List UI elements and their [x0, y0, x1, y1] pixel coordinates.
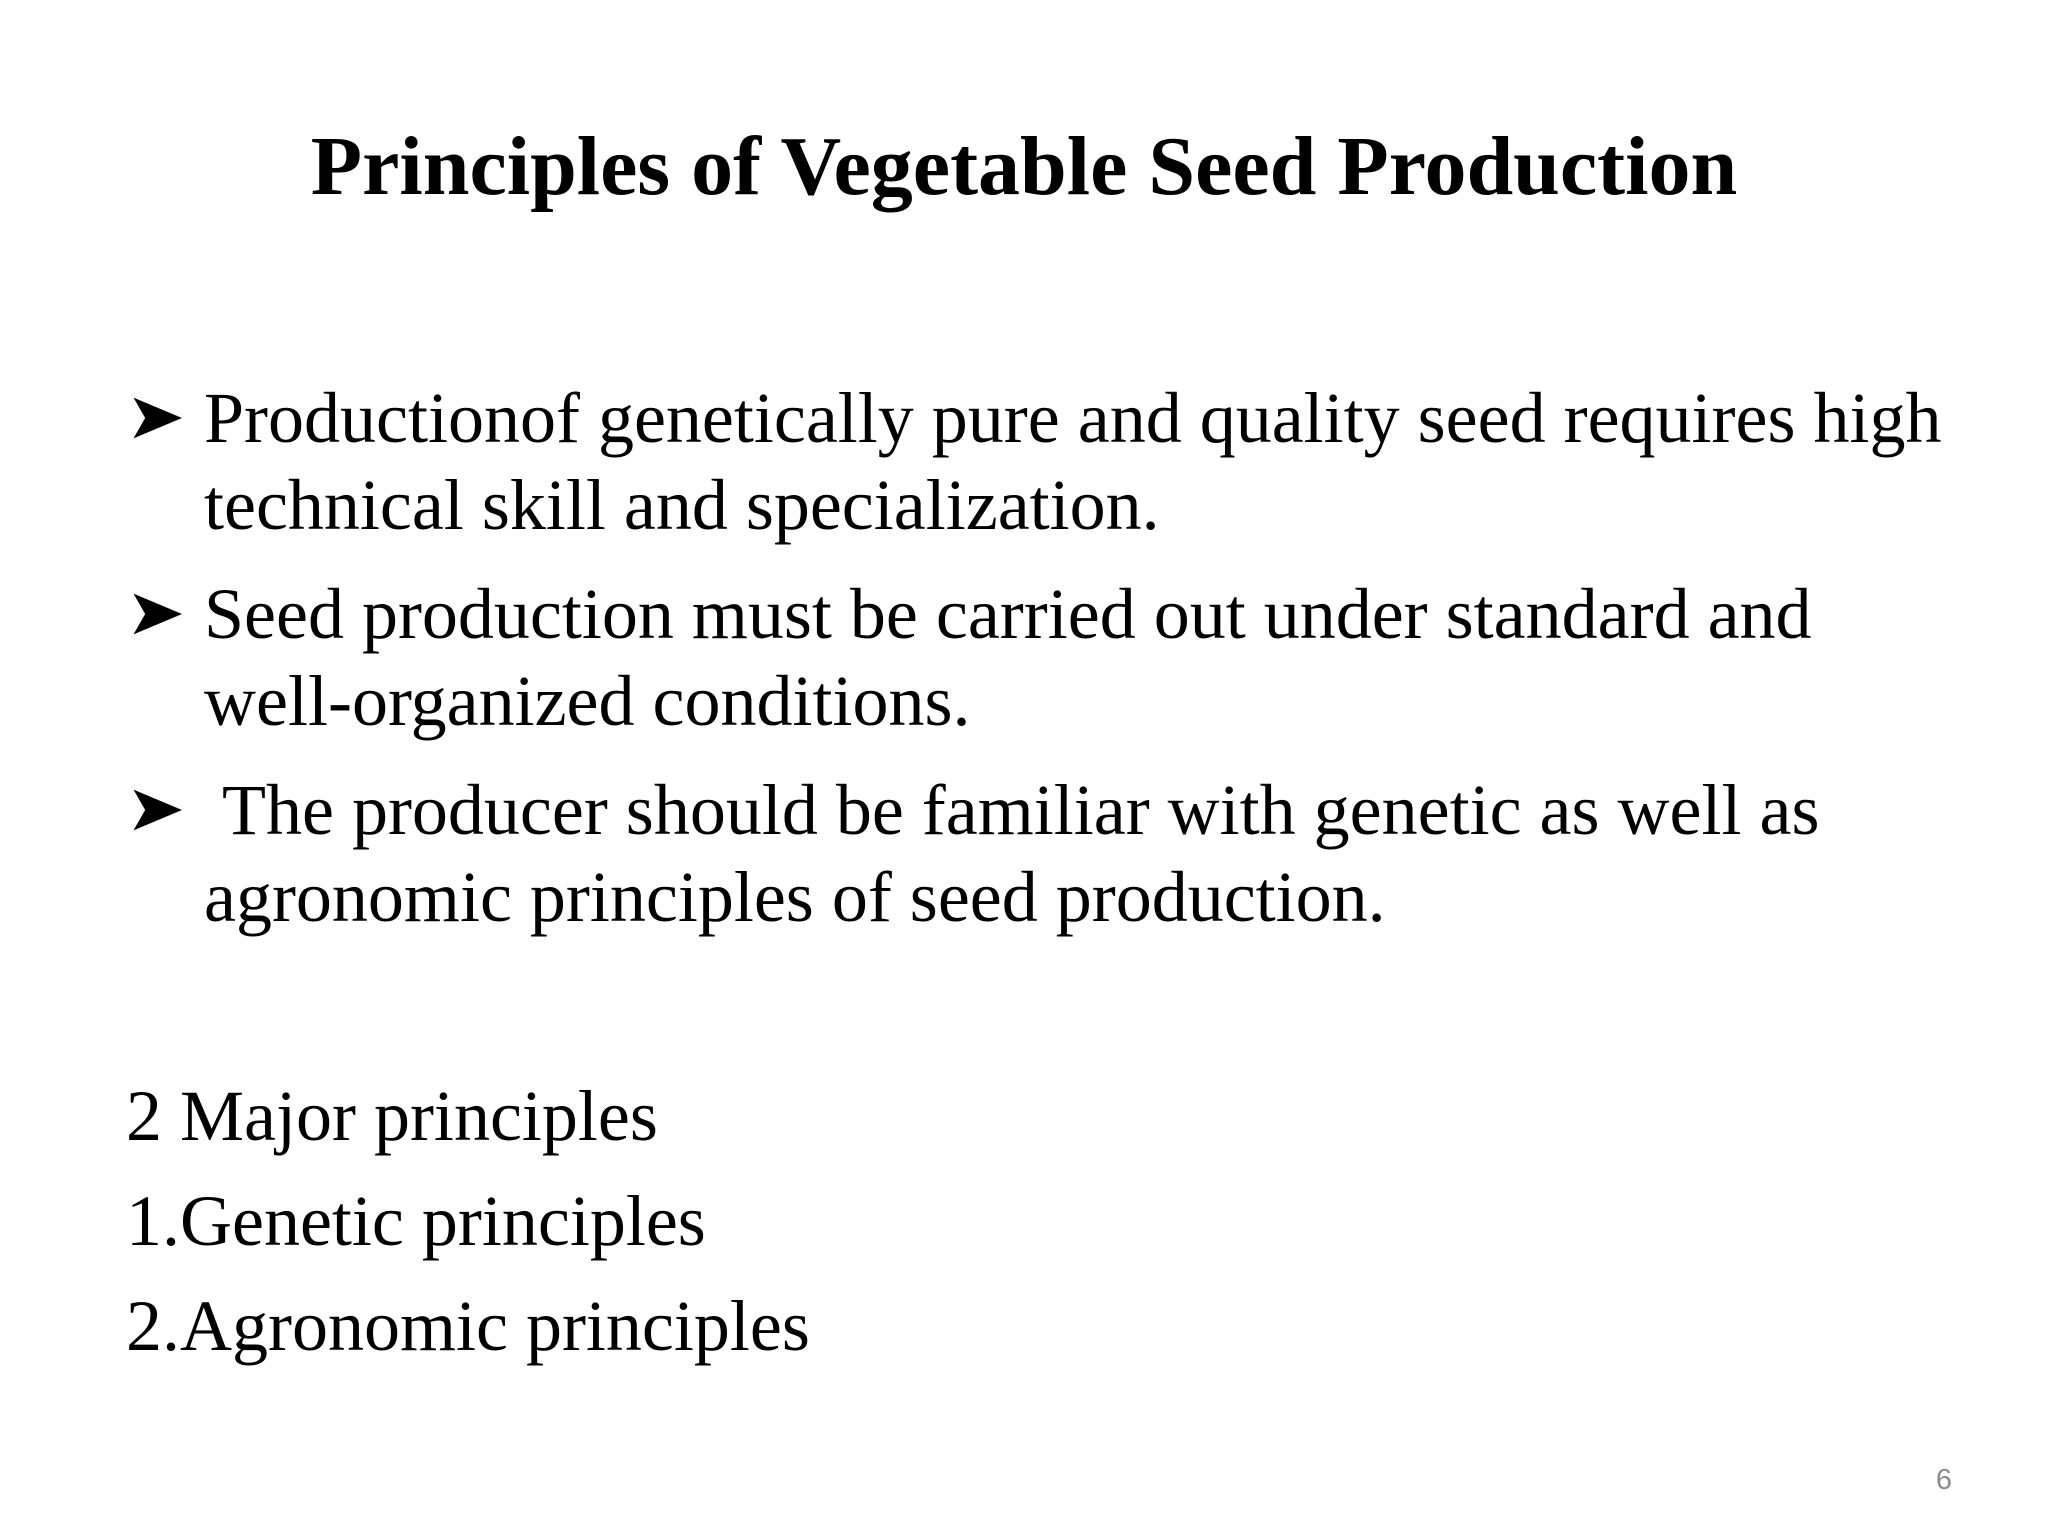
- bullet-list: [128, 375, 1948, 963]
- bullet-item: [128, 571, 1948, 745]
- arrowhead-bullet-icon: [130, 375, 194, 462]
- arrowhead-bullet-icon: [130, 571, 194, 658]
- bullet-item: [128, 767, 1948, 941]
- bullet-text: Productionof genetically pure and quality seed requires high technical skill and specialization.: [204, 378, 1942, 545]
- page-number: 6: [1935, 1464, 1952, 1496]
- bullet-item: [128, 375, 1948, 549]
- principles-block: [126, 1064, 1526, 1379]
- principle-item-agronomic: 2.Agronomic principles: [126, 1286, 810, 1366]
- slide-title: Principles of Vegetable Seed Production: [310, 120, 1738, 213]
- principles-heading: 2 Major principles: [126, 1076, 658, 1156]
- bullet-text: Seed production must be carried out under standard and well-organized conditions.: [204, 574, 1812, 741]
- arrowhead-bullet-icon: [130, 767, 194, 854]
- principle-item-genetic: 1.Genetic principles: [126, 1181, 706, 1261]
- bullet-text: The producer should be familiar with genetic as well as agronomic principles of seed production.: [204, 770, 1838, 937]
